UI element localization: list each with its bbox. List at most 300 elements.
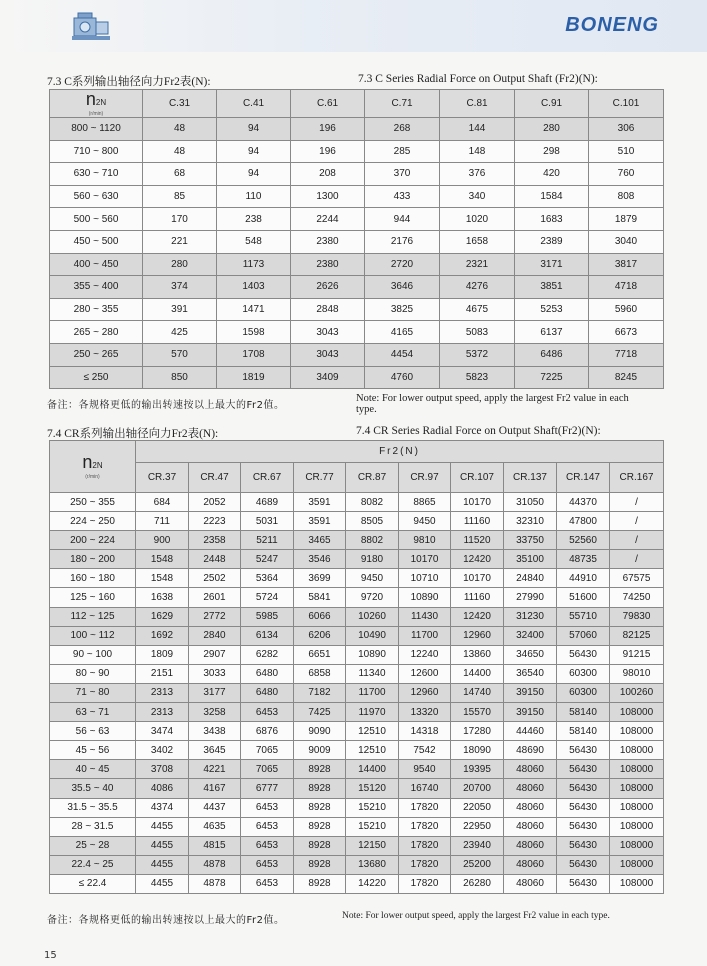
force-value-cell: / bbox=[610, 493, 664, 512]
force-value-cell: 108000 bbox=[610, 855, 664, 874]
force-value-cell: 44370 bbox=[557, 493, 610, 512]
force-value-cell: 2772 bbox=[189, 607, 241, 626]
force-value-cell: 13320 bbox=[399, 703, 451, 722]
force-value-cell: 11700 bbox=[399, 626, 451, 645]
force-value-cell: 20700 bbox=[451, 779, 504, 798]
force-value-cell: 8928 bbox=[294, 779, 346, 798]
force-value-cell: 11700 bbox=[346, 683, 399, 702]
force-value-cell: 11160 bbox=[451, 588, 504, 607]
force-value-cell: 3546 bbox=[294, 550, 346, 569]
force-value-cell: 3258 bbox=[189, 703, 241, 722]
force-value-cell: 6453 bbox=[241, 836, 294, 855]
force-value-cell: 34650 bbox=[504, 645, 557, 664]
force-value-cell: 6673 bbox=[589, 321, 664, 344]
force-value-cell: 19395 bbox=[451, 760, 504, 779]
force-value-cell: 17820 bbox=[399, 798, 451, 817]
table-row bbox=[50, 722, 664, 741]
force-value-cell: 3043 bbox=[291, 321, 365, 344]
force-value-cell: 14400 bbox=[346, 760, 399, 779]
table2-title-en: 7.4 CR Series Radial Force on Output Shaft(Fr2)(N): bbox=[356, 425, 601, 437]
force-value-cell: 60300 bbox=[557, 683, 610, 702]
table1-radial-force-c-series bbox=[49, 89, 664, 389]
speed-range-cell: 28 ~ 31.5 bbox=[50, 817, 136, 836]
force-value-cell: 13680 bbox=[346, 855, 399, 874]
force-value-cell: 56430 bbox=[557, 874, 610, 893]
table2-col-header: CR.67 bbox=[241, 463, 294, 493]
force-value-cell: 15120 bbox=[346, 779, 399, 798]
force-value-cell: 22950 bbox=[451, 817, 504, 836]
table-row bbox=[50, 683, 664, 702]
force-value-cell: 5211 bbox=[241, 531, 294, 550]
force-value-cell: 6480 bbox=[241, 683, 294, 702]
force-value-cell: 2313 bbox=[136, 683, 189, 702]
speed-range-cell: 80 ~ 90 bbox=[50, 664, 136, 683]
force-value-cell: 48 bbox=[143, 140, 217, 163]
force-value-cell: 8865 bbox=[399, 493, 451, 512]
table-row bbox=[50, 607, 664, 626]
force-value-cell: 48060 bbox=[504, 798, 557, 817]
table-row bbox=[50, 626, 664, 645]
force-value-cell: 1471 bbox=[217, 298, 291, 321]
force-value-cell: 2052 bbox=[189, 493, 241, 512]
force-value-cell: 6777 bbox=[241, 779, 294, 798]
force-value-cell: 1638 bbox=[136, 588, 189, 607]
force-value-cell: 39150 bbox=[504, 683, 557, 702]
force-value-cell: 8928 bbox=[294, 874, 346, 893]
force-value-cell: 94 bbox=[217, 140, 291, 163]
force-value-cell: 4165 bbox=[365, 321, 440, 344]
force-value-cell: 7225 bbox=[515, 366, 589, 389]
force-value-cell: 3699 bbox=[294, 569, 346, 588]
force-value-cell: 56430 bbox=[557, 836, 610, 855]
force-value-cell: 9540 bbox=[399, 760, 451, 779]
speed-range-cell: 280 ~ 355 bbox=[50, 298, 143, 321]
force-value-cell: 2321 bbox=[440, 253, 515, 276]
force-value-cell: 24840 bbox=[504, 569, 557, 588]
table1-header-row bbox=[50, 90, 664, 118]
table2-col-header: CR.97 bbox=[399, 463, 451, 493]
force-value-cell: 4374 bbox=[136, 798, 189, 817]
speed-range-cell: 200 ~ 224 bbox=[50, 531, 136, 550]
force-value-cell: 2389 bbox=[515, 230, 589, 253]
force-value-cell: 2358 bbox=[189, 531, 241, 550]
force-value-cell: 48060 bbox=[504, 817, 557, 836]
force-value-cell: 58140 bbox=[557, 722, 610, 741]
force-value-cell: 6282 bbox=[241, 645, 294, 664]
force-value-cell: 280 bbox=[143, 253, 217, 276]
force-value-cell: 8245 bbox=[589, 366, 664, 389]
force-value-cell: 110 bbox=[217, 185, 291, 208]
force-value-cell: 67575 bbox=[610, 569, 664, 588]
force-value-cell: 74250 bbox=[610, 588, 664, 607]
force-value-cell: 14740 bbox=[451, 683, 504, 702]
force-value-cell: 17820 bbox=[399, 874, 451, 893]
table-row bbox=[50, 298, 664, 321]
force-value-cell: 7542 bbox=[399, 741, 451, 760]
force-value-cell: 108000 bbox=[610, 779, 664, 798]
force-value-cell: 9810 bbox=[399, 531, 451, 550]
force-value-cell: 760 bbox=[589, 163, 664, 186]
force-value-cell: 3040 bbox=[589, 230, 664, 253]
table-row bbox=[50, 798, 664, 817]
force-value-cell: 1403 bbox=[217, 276, 291, 299]
force-value-cell: 108000 bbox=[610, 703, 664, 722]
force-value-cell: 298 bbox=[515, 140, 589, 163]
speed-range-cell: 125 ~ 160 bbox=[50, 588, 136, 607]
speed-range-cell: 63 ~ 71 bbox=[50, 703, 136, 722]
n-symbol: n2N bbox=[85, 89, 107, 109]
force-value-cell: 17820 bbox=[399, 855, 451, 874]
force-value-cell: 11970 bbox=[346, 703, 399, 722]
table1-col-header: C.101 bbox=[589, 90, 664, 118]
force-value-cell: 16740 bbox=[399, 779, 451, 798]
force-value-cell: 5823 bbox=[440, 366, 515, 389]
force-value-cell: 100260 bbox=[610, 683, 664, 702]
force-value-cell: 12600 bbox=[399, 664, 451, 683]
table1-col-header: C.41 bbox=[217, 90, 291, 118]
table-row bbox=[50, 569, 664, 588]
table-row bbox=[50, 366, 664, 389]
speed-range-cell: 160 ~ 180 bbox=[50, 569, 136, 588]
force-value-cell: 108000 bbox=[610, 874, 664, 893]
force-value-cell: 5841 bbox=[294, 588, 346, 607]
force-value-cell: 3465 bbox=[294, 531, 346, 550]
table-row bbox=[50, 140, 664, 163]
force-value-cell: 208 bbox=[291, 163, 365, 186]
table2-col-header: CR.37 bbox=[136, 463, 189, 493]
table-row bbox=[50, 276, 664, 299]
force-value-cell: 3851 bbox=[515, 276, 589, 299]
speed-range-cell: ≤ 22.4 bbox=[50, 874, 136, 893]
force-value-cell: 26280 bbox=[451, 874, 504, 893]
force-value-cell: 13860 bbox=[451, 645, 504, 664]
force-value-cell: 170 bbox=[143, 208, 217, 231]
table2-col-header: CR.47 bbox=[189, 463, 241, 493]
force-value-cell: 1598 bbox=[217, 321, 291, 344]
speed-range-cell: 31.5 ~ 35.5 bbox=[50, 798, 136, 817]
force-value-cell: 10710 bbox=[399, 569, 451, 588]
force-value-cell: 8802 bbox=[346, 531, 399, 550]
table-row bbox=[50, 760, 664, 779]
speed-range-cell: 45 ~ 56 bbox=[50, 741, 136, 760]
force-value-cell: 5372 bbox=[440, 343, 515, 366]
force-value-cell: 48 bbox=[143, 118, 217, 141]
force-value-cell: 4455 bbox=[136, 836, 189, 855]
force-value-cell: 98010 bbox=[610, 664, 664, 683]
table2-col-header: CR.107 bbox=[451, 463, 504, 493]
force-value-cell: 4878 bbox=[189, 874, 241, 893]
force-value-cell: 68 bbox=[143, 163, 217, 186]
force-value-cell: 6453 bbox=[241, 798, 294, 817]
force-value-cell: 4718 bbox=[589, 276, 664, 299]
force-value-cell: 31050 bbox=[504, 493, 557, 512]
force-value-cell: 8928 bbox=[294, 817, 346, 836]
speed-range-cell: 25 ~ 28 bbox=[50, 836, 136, 855]
force-value-cell: 108000 bbox=[610, 817, 664, 836]
force-value-cell: 3646 bbox=[365, 276, 440, 299]
force-value-cell: 58140 bbox=[557, 703, 610, 722]
table-row bbox=[50, 550, 664, 569]
gearbox-logo-icon bbox=[70, 10, 114, 44]
force-value-cell: 808 bbox=[589, 185, 664, 208]
force-value-cell: 944 bbox=[365, 208, 440, 231]
force-value-cell: 238 bbox=[217, 208, 291, 231]
force-value-cell: 14400 bbox=[451, 664, 504, 683]
force-value-cell: 7065 bbox=[241, 760, 294, 779]
force-value-cell: 1629 bbox=[136, 607, 189, 626]
n-unit: (r/min) bbox=[88, 110, 104, 117]
force-value-cell: 280 bbox=[515, 118, 589, 141]
force-value-cell: 425 bbox=[143, 321, 217, 344]
force-value-cell: 1879 bbox=[589, 208, 664, 231]
force-value-cell: 14318 bbox=[399, 722, 451, 741]
force-value-cell: 12150 bbox=[346, 836, 399, 855]
table2-title-cn: 7.4 CR系列输出轴径向力Fr2表(N): bbox=[47, 428, 219, 440]
force-value-cell: 1692 bbox=[136, 626, 189, 645]
force-value-cell: 5031 bbox=[241, 512, 294, 531]
speed-range-cell: 71 ~ 80 bbox=[50, 683, 136, 702]
force-value-cell: 108000 bbox=[610, 760, 664, 779]
force-value-cell: 108000 bbox=[610, 722, 664, 741]
table-row bbox=[50, 817, 664, 836]
force-value-cell: 9450 bbox=[346, 569, 399, 588]
force-value-cell: 196 bbox=[291, 140, 365, 163]
force-value-cell: / bbox=[610, 531, 664, 550]
table-row bbox=[50, 836, 664, 855]
force-value-cell: 11340 bbox=[346, 664, 399, 683]
table-row bbox=[50, 343, 664, 366]
force-value-cell: 6876 bbox=[241, 722, 294, 741]
force-value-cell: 5364 bbox=[241, 569, 294, 588]
force-value-cell: 12420 bbox=[451, 607, 504, 626]
force-value-cell: 12240 bbox=[399, 645, 451, 664]
force-value-cell: 7065 bbox=[241, 741, 294, 760]
force-value-cell: 22050 bbox=[451, 798, 504, 817]
force-value-cell: 35100 bbox=[504, 550, 557, 569]
table2-n2n-header bbox=[50, 441, 136, 493]
force-value-cell: 3438 bbox=[189, 722, 241, 741]
force-value-cell: 4689 bbox=[241, 493, 294, 512]
force-value-cell: 36540 bbox=[504, 664, 557, 683]
force-value-cell: 15570 bbox=[451, 703, 504, 722]
force-value-cell: 548 bbox=[217, 230, 291, 253]
force-value-cell: 5985 bbox=[241, 607, 294, 626]
force-value-cell: 79830 bbox=[610, 607, 664, 626]
force-value-cell: 2223 bbox=[189, 512, 241, 531]
table2-note-cn: 备注：各规格更低的输出转速按以上最大的Fr2值。 bbox=[47, 915, 285, 926]
force-value-cell: 1819 bbox=[217, 366, 291, 389]
force-value-cell: 196 bbox=[291, 118, 365, 141]
force-value-cell: 8928 bbox=[294, 836, 346, 855]
force-value-cell: 148 bbox=[440, 140, 515, 163]
force-value-cell: 1658 bbox=[440, 230, 515, 253]
force-value-cell: 15210 bbox=[346, 798, 399, 817]
force-value-cell: 17820 bbox=[399, 836, 451, 855]
table-row bbox=[50, 118, 664, 141]
force-value-cell: 27990 bbox=[504, 588, 557, 607]
table2-group-header-row bbox=[50, 441, 664, 463]
n-unit: (r/min) bbox=[85, 473, 100, 480]
table-row bbox=[50, 208, 664, 231]
force-value-cell: 2720 bbox=[365, 253, 440, 276]
force-value-cell: 6066 bbox=[294, 607, 346, 626]
force-value-cell: 2151 bbox=[136, 664, 189, 683]
force-value-cell: 5960 bbox=[589, 298, 664, 321]
force-value-cell: 6453 bbox=[241, 703, 294, 722]
force-value-cell: 4455 bbox=[136, 874, 189, 893]
force-value-cell: 48060 bbox=[504, 874, 557, 893]
force-value-cell: 12510 bbox=[346, 741, 399, 760]
force-value-cell: 108000 bbox=[610, 798, 664, 817]
force-value-cell: 12960 bbox=[451, 626, 504, 645]
force-value-cell: 1020 bbox=[440, 208, 515, 231]
table-row bbox=[50, 512, 664, 531]
table-row bbox=[50, 874, 664, 893]
force-value-cell: 48060 bbox=[504, 836, 557, 855]
force-value-cell: 18090 bbox=[451, 741, 504, 760]
force-value-cell: 6858 bbox=[294, 664, 346, 683]
force-value-cell: 23940 bbox=[451, 836, 504, 855]
force-value-cell: 5724 bbox=[241, 588, 294, 607]
force-value-cell: 4276 bbox=[440, 276, 515, 299]
force-value-cell: 11160 bbox=[451, 512, 504, 531]
force-value-cell: 7425 bbox=[294, 703, 346, 722]
force-value-cell: 711 bbox=[136, 512, 189, 531]
force-value-cell: 52560 bbox=[557, 531, 610, 550]
table1-col-header: C.61 bbox=[291, 90, 365, 118]
speed-range-cell: 35.5 ~ 40 bbox=[50, 779, 136, 798]
force-value-cell: 9090 bbox=[294, 722, 346, 741]
table2-col-header: CR.77 bbox=[294, 463, 346, 493]
speed-range-cell: 22.4 ~ 25 bbox=[50, 855, 136, 874]
force-value-cell: 6453 bbox=[241, 855, 294, 874]
force-value-cell: 4878 bbox=[189, 855, 241, 874]
table1-note-en: Note: For lower output speed, apply the largest Fr2 value in each type. bbox=[356, 393, 629, 415]
force-value-cell: 108000 bbox=[610, 741, 664, 760]
force-value-cell: 48735 bbox=[557, 550, 610, 569]
force-value-cell: 2848 bbox=[291, 298, 365, 321]
force-value-cell: 10260 bbox=[346, 607, 399, 626]
force-value-cell: 3591 bbox=[294, 493, 346, 512]
table2-col-header: CR.147 bbox=[557, 463, 610, 493]
force-value-cell: 4221 bbox=[189, 760, 241, 779]
force-value-cell: 3817 bbox=[589, 253, 664, 276]
force-value-cell: 2626 bbox=[291, 276, 365, 299]
force-value-cell: 17820 bbox=[399, 817, 451, 836]
speed-range-cell: 355 ~ 400 bbox=[50, 276, 143, 299]
force-value-cell: 850 bbox=[143, 366, 217, 389]
force-value-cell: 4635 bbox=[189, 817, 241, 836]
force-value-cell: 4437 bbox=[189, 798, 241, 817]
force-value-cell: 1548 bbox=[136, 569, 189, 588]
force-value-cell: 2380 bbox=[291, 253, 365, 276]
speed-range-cell: 560 ~ 630 bbox=[50, 185, 143, 208]
force-value-cell: 56430 bbox=[557, 779, 610, 798]
force-value-cell: 51600 bbox=[557, 588, 610, 607]
table1-col-header: C.71 bbox=[365, 90, 440, 118]
table-row bbox=[50, 230, 664, 253]
force-value-cell: 1584 bbox=[515, 185, 589, 208]
force-value-cell: 1809 bbox=[136, 645, 189, 664]
force-value-cell: 9180 bbox=[346, 550, 399, 569]
force-value-cell: 1708 bbox=[217, 343, 291, 366]
force-value-cell: 2380 bbox=[291, 230, 365, 253]
force-value-cell: 6206 bbox=[294, 626, 346, 645]
force-value-cell: 4455 bbox=[136, 855, 189, 874]
force-value-cell: 15210 bbox=[346, 817, 399, 836]
force-value-cell: 2840 bbox=[189, 626, 241, 645]
force-value-cell: 4675 bbox=[440, 298, 515, 321]
table-row bbox=[50, 741, 664, 760]
table-row bbox=[50, 645, 664, 664]
force-value-cell: 6453 bbox=[241, 817, 294, 836]
force-value-cell: 56430 bbox=[557, 855, 610, 874]
n-symbol: n2N bbox=[82, 451, 103, 472]
table2-note-en: Note: For lower output speed, apply the largest Fr2 value in each type. bbox=[342, 911, 610, 921]
force-value-cell: 56430 bbox=[557, 760, 610, 779]
force-value-cell: 2313 bbox=[136, 703, 189, 722]
force-value-cell: 60300 bbox=[557, 664, 610, 683]
force-value-cell: 221 bbox=[143, 230, 217, 253]
force-value-cell: 6486 bbox=[515, 343, 589, 366]
table1-body bbox=[50, 118, 664, 389]
speed-range-cell: 710 ~ 800 bbox=[50, 140, 143, 163]
table-row bbox=[50, 703, 664, 722]
speed-range-cell: 100 ~ 112 bbox=[50, 626, 136, 645]
force-value-cell: 3591 bbox=[294, 512, 346, 531]
force-value-cell: 510 bbox=[589, 140, 664, 163]
force-value-cell: 420 bbox=[515, 163, 589, 186]
force-value-cell: 7182 bbox=[294, 683, 346, 702]
force-value-cell: 12510 bbox=[346, 722, 399, 741]
force-value-cell: 4815 bbox=[189, 836, 241, 855]
speed-range-cell: 40 ~ 45 bbox=[50, 760, 136, 779]
force-value-cell: 57060 bbox=[557, 626, 610, 645]
table1-title-cn: 7.3 C系列输出轴径向力Fr2表(N): bbox=[47, 76, 211, 88]
table-row bbox=[50, 664, 664, 683]
force-value-cell: 433 bbox=[365, 185, 440, 208]
force-value-cell: 900 bbox=[136, 531, 189, 550]
force-value-cell: 9009 bbox=[294, 741, 346, 760]
force-value-cell: 5253 bbox=[515, 298, 589, 321]
force-value-cell: 25200 bbox=[451, 855, 504, 874]
table1-col-header: C.31 bbox=[143, 90, 217, 118]
force-value-cell: 12420 bbox=[451, 550, 504, 569]
force-value-cell: 4086 bbox=[136, 779, 189, 798]
force-value-cell: 47800 bbox=[557, 512, 610, 531]
table-row bbox=[50, 493, 664, 512]
force-value-cell: 3409 bbox=[291, 366, 365, 389]
speed-range-cell: 450 ~ 500 bbox=[50, 230, 143, 253]
force-value-cell: 2244 bbox=[291, 208, 365, 231]
force-value-cell: 2502 bbox=[189, 569, 241, 588]
force-value-cell: 39150 bbox=[504, 703, 557, 722]
force-value-cell: 14220 bbox=[346, 874, 399, 893]
force-value-cell: 108000 bbox=[610, 836, 664, 855]
speed-range-cell: 250 ~ 265 bbox=[50, 343, 143, 366]
force-value-cell: 1683 bbox=[515, 208, 589, 231]
force-value-cell: 3177 bbox=[189, 683, 241, 702]
force-value-cell: 4760 bbox=[365, 366, 440, 389]
force-value-cell: 1300 bbox=[291, 185, 365, 208]
speed-range-cell: 800 ~ 1120 bbox=[50, 118, 143, 141]
force-value-cell: 3402 bbox=[136, 741, 189, 760]
force-value-cell: 94 bbox=[217, 163, 291, 186]
speed-range-cell: 265 ~ 280 bbox=[50, 321, 143, 344]
force-value-cell: 33750 bbox=[504, 531, 557, 550]
speed-range-cell: 224 ~ 250 bbox=[50, 512, 136, 531]
force-value-cell: 2448 bbox=[189, 550, 241, 569]
